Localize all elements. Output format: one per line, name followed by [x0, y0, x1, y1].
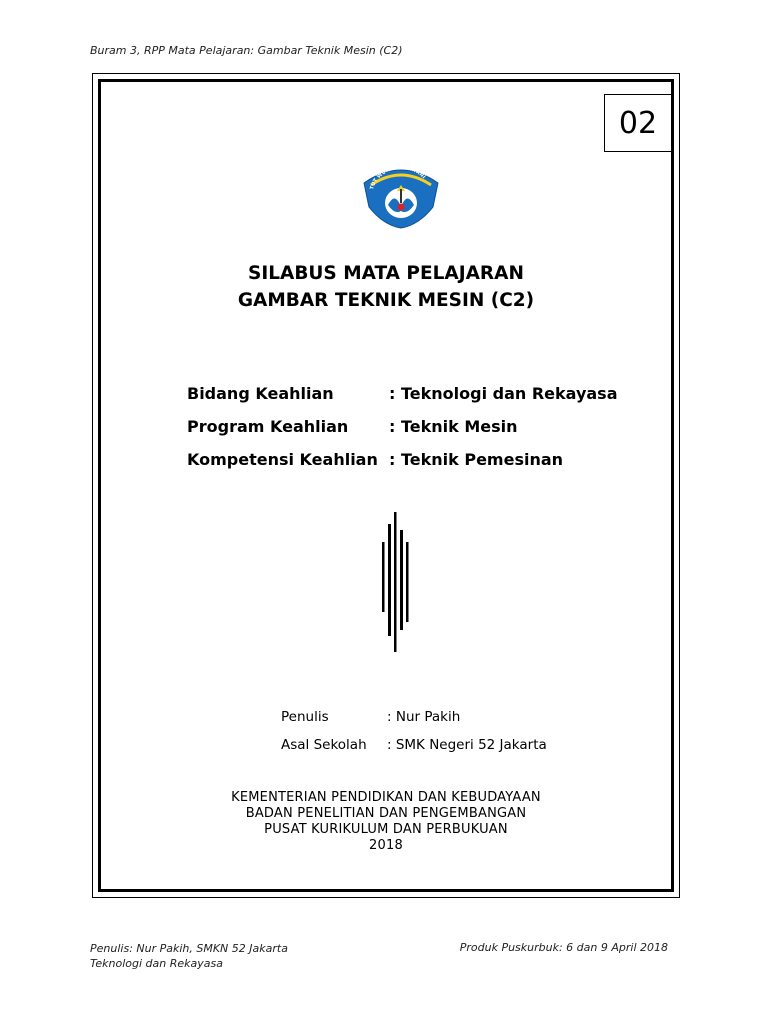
footer-left: [90, 941, 288, 971]
author-label: Asal Sekolah: [281, 737, 367, 753]
author-value: : Nur Pakih: [387, 709, 461, 725]
author-row: [281, 703, 547, 731]
footer-field: Teknologi dan Rekayasa: [90, 957, 223, 970]
info-row: [187, 377, 618, 410]
logo-text: TUT WURI HANDAYANI: [369, 164, 427, 191]
title-line-1: SILABUS MATA PELAJARAN: [248, 263, 524, 284]
cover-frame: [92, 73, 680, 898]
author-label: Penulis: [281, 709, 329, 725]
title-line-2: GAMBAR TEKNIK MESIN (C2): [237, 290, 535, 311]
publisher-line-2: BADAN PENELITIAN DAN PENGEMBANGAN: [245, 806, 527, 821]
header-note: Buram 3, RPP Mata Pelajaran: Gambar Teknik Mesin (C2): [90, 44, 403, 57]
footer-author: Penulis: Nur Pakih, SMKN 52 Jakarta: [90, 942, 288, 955]
info-row: [187, 410, 618, 443]
info-row: [187, 443, 618, 476]
publication-year: 2018: [369, 838, 403, 853]
publisher-line-1: KEMENTERIAN PENDIDIKAN DAN KEBUDAYAAN: [231, 790, 541, 805]
tut-wuri-handayani-logo: [359, 161, 443, 229]
divider-ornament: [380, 512, 410, 652]
program-info-table: [187, 377, 618, 476]
publisher-line-3: PUSAT KURIKULUM DAN PERBUKUAN: [264, 822, 508, 837]
document-title: [101, 260, 671, 314]
publisher-block: [101, 790, 671, 854]
info-value: : Teknologi dan Rekayasa: [389, 384, 618, 403]
info-label: Bidang Keahlian: [187, 384, 334, 403]
cover-inner-frame: [98, 79, 674, 892]
info-value: : Teknik Pemesinan: [389, 450, 564, 469]
author-row: [281, 731, 547, 759]
info-label: Program Keahlian: [187, 417, 349, 436]
info-label: Kompetensi Keahlian: [187, 450, 378, 469]
author-info-table: [281, 703, 547, 759]
info-value: : Teknik Mesin: [389, 417, 518, 436]
footer-right: Produk Puskurbuk: 6 dan 9 April 2018: [459, 941, 668, 954]
author-value: : SMK Negeri 52 Jakarta: [387, 737, 547, 753]
doc-number-box: 02: [604, 94, 672, 152]
